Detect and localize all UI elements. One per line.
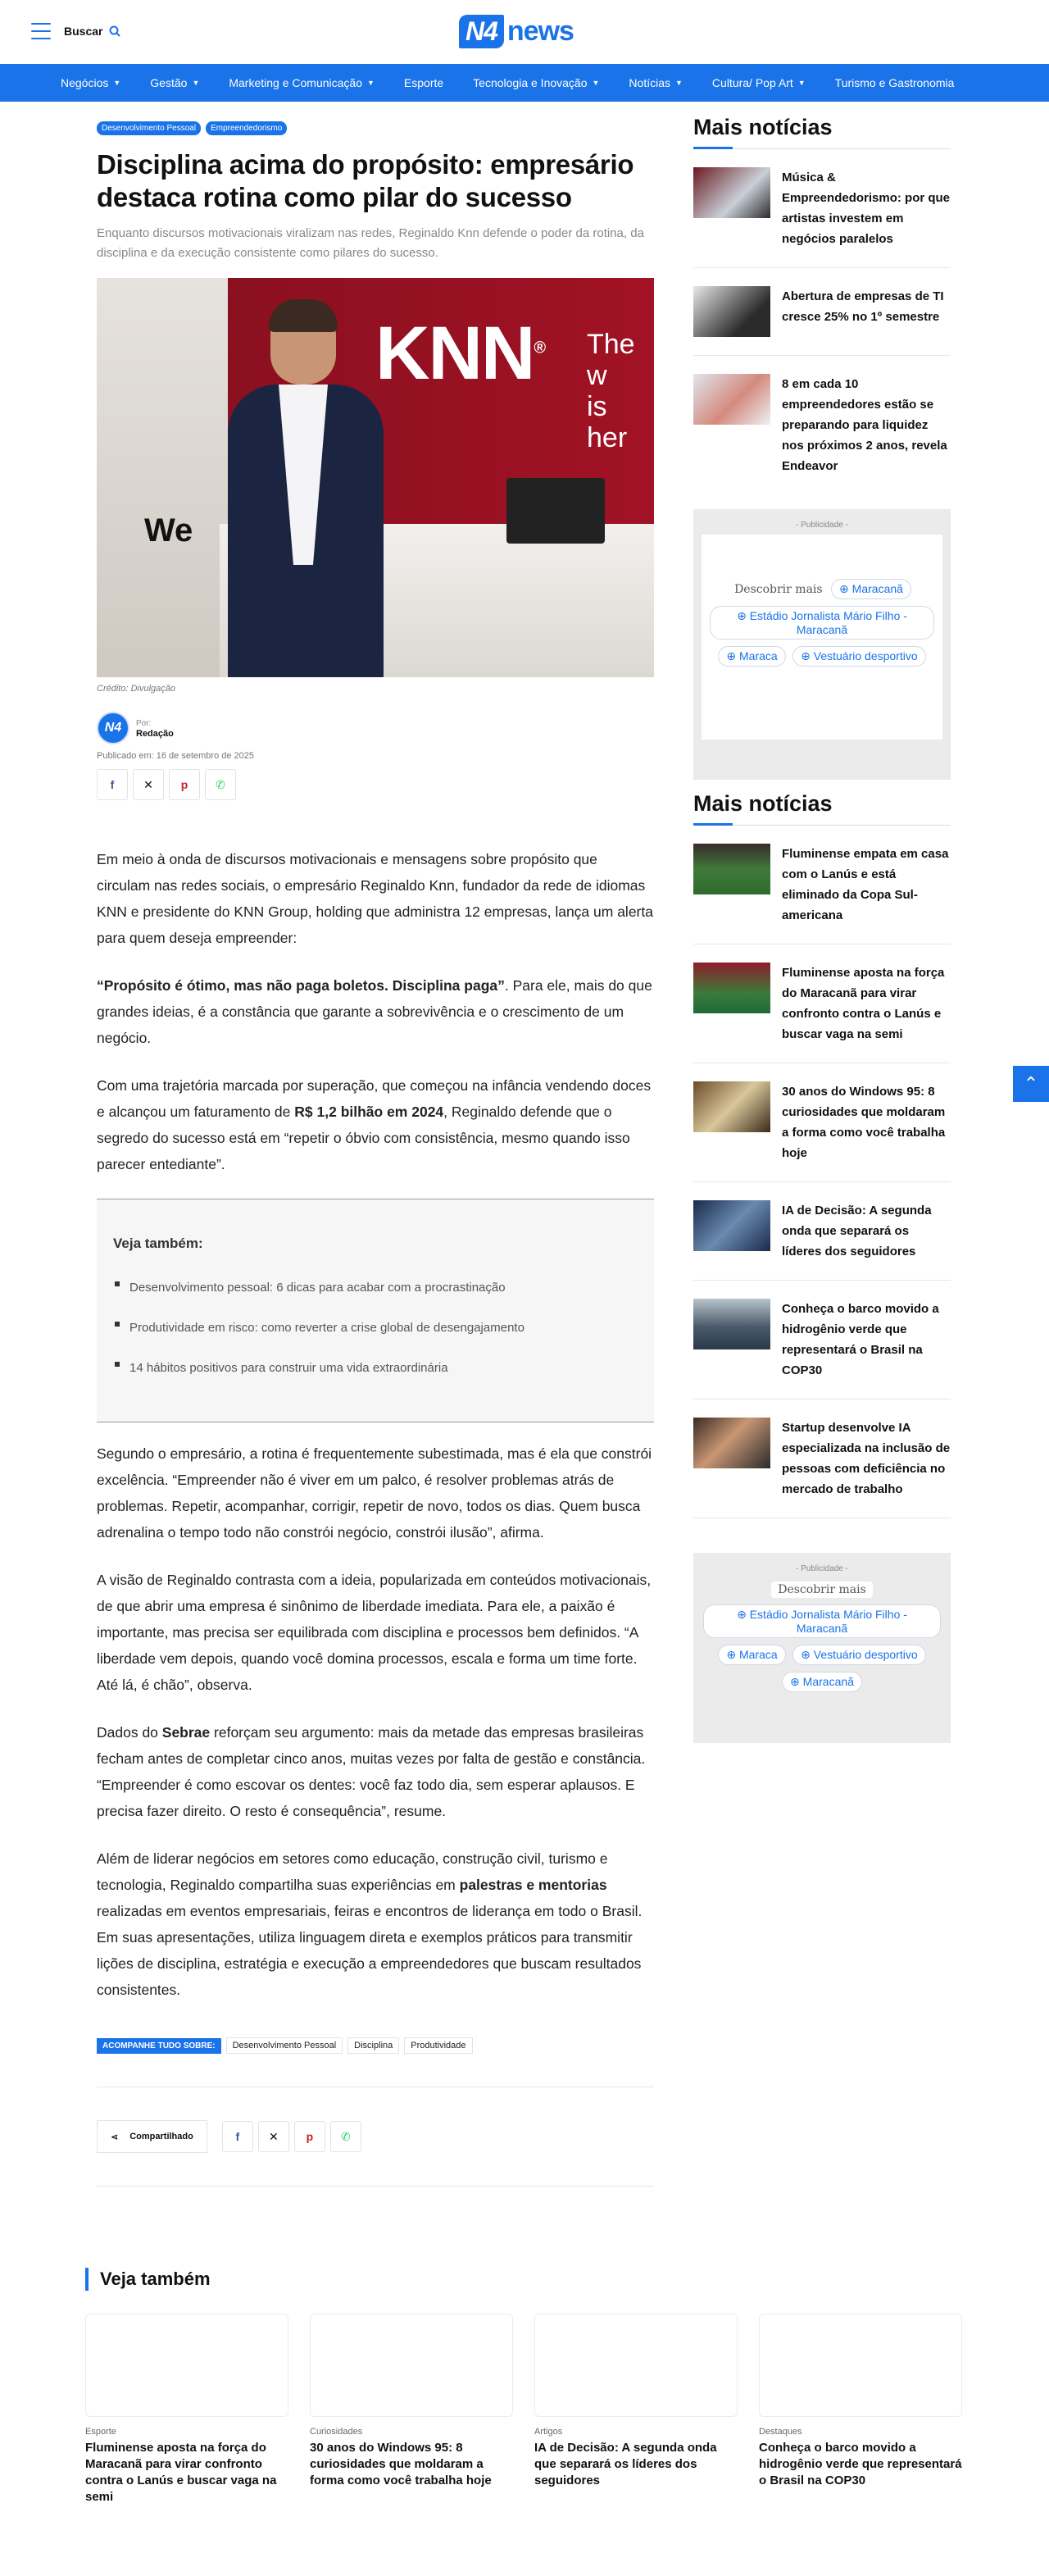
- ad-label: - Publicidade -: [796, 521, 848, 530]
- paragraph-6: Dados do Sebrae reforçam seu argumento: mais da metade das empresas brasileiras fecham antes de completar cinco anos, muitas vezes por falta de gestão e constância. “Empreender é como escovar os dentes: você faz todo dia, sem esperar aplausos. E precisa fazer direito. O resto é consequência”, resume.: [97, 1724, 646, 1819]
- paragraph-4: Segundo o empresário, a rotina é frequentemente subestimada, mas é ela que constrói excelência. “Empreender não é viver em um palco, é resolver problemas atrás de problemas. Repetir, acompanhar, corrigir, repetir de novo, todos os dias. Quem busca adrenalina o tempo todo não constrói negócio, constrói ilusão”, afirma.: [97, 1445, 652, 1541]
- related-title: Veja também: [85, 2268, 964, 2291]
- pinterest-icon: p: [180, 778, 188, 791]
- share-facebook-button[interactable]: [222, 2121, 253, 2152]
- share-whatsapp-button[interactable]: [330, 2121, 361, 2152]
- sidebar: [693, 115, 951, 1743]
- share-x-button[interactable]: [258, 2121, 289, 2152]
- follow-tag[interactable]: Produtividade: [404, 2037, 472, 2054]
- search-button[interactable]: [64, 25, 120, 38]
- whatsapp-icon: ✆: [340, 2129, 351, 2143]
- author-box: [97, 712, 654, 744]
- sidebar-news-item[interactable]: Abertura de empresas de TI cresce 25% no 1º semestre: [693, 268, 951, 356]
- related-headline: 30 anos do Windows 95: 8 curiosidades que moldaram a forma como você trabalha hoje: [310, 2441, 492, 2487]
- hero-knn-sign: KNN®: [375, 312, 545, 395]
- related-thumbnail: [310, 2314, 513, 2417]
- chevron-down-icon: ▼: [113, 79, 121, 87]
- related-headline: Conheça o barco movido a hidrogênio verde que representará o Brasil na COP30: [759, 2441, 962, 2487]
- related-card[interactable]: [759, 2314, 962, 2505]
- news-thumbnail: [693, 1081, 770, 1132]
- related-headline: IA de Decisão: A segunda onda que separará os líderes dos seguidores: [534, 2441, 717, 2487]
- follow-label: ACOMPANHE TUDO SOBRE:: [97, 2038, 221, 2054]
- news-thumbnail: [693, 844, 770, 894]
- article-body: [97, 846, 654, 2003]
- ad-content: [702, 535, 942, 740]
- follow-tags: [97, 2037, 654, 2054]
- nav-item-negocios[interactable]: Negócios ▼: [61, 76, 121, 89]
- hero-monitor: [506, 478, 605, 544]
- news-thumbnail: [693, 167, 770, 218]
- chevron-down-icon: ▼: [367, 79, 375, 87]
- share-x-button[interactable]: [133, 769, 164, 800]
- hero-wall: [97, 278, 228, 677]
- author-avatar[interactable]: N4: [97, 712, 129, 744]
- ad-discover[interactable]: Descobrir mais: [771, 1582, 873, 1598]
- sidebar-news-item[interactable]: Startup desenvolve IA especializada na inclusão de pessoas com deficiência no mercado de trabalho: [693, 1400, 951, 1518]
- paragraph-3: Com uma trajetória marcada por superação, que começou na infância vendendo doces e alcançou um faturamento de R$ 1,2 bilhão em 2024, Reginaldo defende que o segredo do sucesso está em “repetir o óbvio com consistência, mesmo quando isso parecer entediante”.: [97, 1077, 652, 1172]
- ad-search-pill[interactable]: ⊕ Maraca: [718, 646, 785, 667]
- see-also-link[interactable]: Produtividade em risco: como reverter a crise global de desengajamento: [113, 1315, 638, 1341]
- hero-person-hair: [269, 299, 338, 332]
- news-thumbnail: [693, 286, 770, 337]
- follow-tag[interactable]: Desenvolvimento Pessoal: [226, 2037, 343, 2054]
- paragraph-2: “Propósito é ótimo, mas não paga boletos. Disciplina paga”. Para ele, mais do que grandes ideias, é a constância que garante a sobrevivência e o crescimento de um negócio.: [97, 977, 652, 1046]
- search-icon: [109, 25, 120, 37]
- related-thumbnail: [534, 2314, 738, 2417]
- ad-search-pill[interactable]: ⊕ Vestuário desportivo: [792, 1645, 925, 1665]
- share-whatsapp-button[interactable]: [205, 769, 236, 800]
- news-thumbnail: [693, 1418, 770, 1468]
- share-icon: ⋖: [111, 2132, 119, 2142]
- sidebar-title: Mais notícias: [693, 791, 951, 826]
- tag-desenvolvimento-pessoal[interactable]: Desenvolvimento Pessoal: [97, 121, 201, 135]
- menu-icon[interactable]: [31, 23, 51, 39]
- ad-search-pill[interactable]: ⊕ Maracanã: [782, 1672, 862, 1692]
- whatsapp-icon: ✆: [216, 777, 225, 791]
- paragraph-5: A visão de Reginaldo contrasta com a ideia, popularizada em conteúdos motivacionais, de que abrir uma empresa é sinônimo de liberdade imediata. Para ele, a paixão é importante, mas precisa ser equilibrada com disciplina e processos bem definidos. “A liberdade vem depois, quando você domina processos, escala e forma um time forte. Até lá, é chão”, observa.: [97, 1572, 652, 1693]
- related-grid: [85, 2314, 964, 2505]
- ad-discover[interactable]: Descobrir mais: [734, 583, 823, 596]
- related-category: Curiosidades: [310, 2427, 363, 2437]
- hero-slogan: The w is her: [587, 329, 635, 453]
- news-thumbnail: [693, 1200, 770, 1251]
- ad-label: - Publicidade -: [796, 1564, 848, 1573]
- sidebar-news-item[interactable]: 30 anos do Windows 95: 8 curiosidades que moldaram a forma como você trabalha hoje: [693, 1063, 951, 1182]
- ad-search-pill[interactable]: ⊕ Vestuário desportivo: [792, 646, 925, 667]
- related-thumbnail: [85, 2314, 288, 2417]
- sidebar-news-item[interactable]: Conheça o barco movido a hidrogênio verde que representará o Brasil na COP30: [693, 1281, 951, 1400]
- sidebar-news-item[interactable]: IA de Decisão: A segunda onda que separará os líderes dos seguidores: [693, 1182, 951, 1281]
- nav-item-cultura[interactable]: Cultura/ Pop Art ▼: [711, 76, 806, 89]
- related-category: Destaques: [759, 2427, 802, 2437]
- chevron-down-icon: ▼: [192, 79, 200, 87]
- image-credit: Crédito: Divulgação: [97, 684, 175, 694]
- sidebar-news-item[interactable]: Música & Empreendedorismo: por que artistas investem em negócios paralelos: [693, 149, 951, 268]
- author-by-label: Por:: [136, 718, 152, 728]
- nav-item-tecnologia[interactable]: Tecnologia e Inovação ▼: [473, 76, 600, 89]
- article-tags: [97, 121, 654, 135]
- ad-block: [693, 509, 951, 780]
- related-thumbnail: [759, 2314, 962, 2417]
- related-category: Esporte: [85, 2427, 116, 2437]
- see-also-title: Veja também:: [113, 1236, 203, 1251]
- divider: [97, 2186, 654, 2187]
- logo-badge: N4: [459, 15, 504, 48]
- hero-image: [97, 278, 654, 677]
- x-icon: ✕: [268, 2129, 279, 2143]
- ad-search-pill[interactable]: ⊕ Estádio Jornalista Mário Filho - Maracanã: [703, 1604, 941, 1638]
- nav-item-noticias[interactable]: Notícias ▼: [629, 76, 683, 89]
- related-card[interactable]: [85, 2314, 288, 2505]
- news-thumbnail: [693, 963, 770, 1013]
- nav-item-gestao[interactable]: Gestão ▼: [150, 76, 200, 89]
- chevron-up-icon: ⌃: [1023, 1073, 1039, 1094]
- see-also-link[interactable]: 14 hábitos positivos para construir uma vida extraordinária: [113, 1355, 638, 1381]
- x-icon: ✕: [143, 777, 153, 791]
- main-nav: [0, 64, 1049, 102]
- article-subtitle: Enquanto discursos motivacionais viralizam nas redes, Reginaldo Knn defende o poder da rotina, da disciplina e da execução consistente como pilares do sucesso.: [97, 226, 644, 260]
- scroll-to-top-button[interactable]: [1013, 1066, 1049, 1102]
- author-name[interactable]: Redação: [136, 728, 174, 739]
- share-buttons-bottom: [97, 2120, 654, 2153]
- facebook-icon: f: [110, 778, 115, 791]
- sidebar-title: Mais notícias: [693, 115, 951, 149]
- paragraph-7: Além de liderar negócios em setores como educação, construção civil, turismo e tecnologia, Reginaldo compartilha suas experiências em palestras e mentorias realizadas em eventos empresariais, feiras e encontros de liderança em todo o Brasil. Em suas apresentações, utiliza linguagem direta e exemplos práticos para transmitir lições de disciplina, estratégia e execução a empreendedores que buscam resultados consistentes.: [97, 1850, 643, 1998]
- article-title: Disciplina acima do propósito: empresário destaca rotina como pilar do sucesso: [97, 149, 634, 212]
- chevron-down-icon: ▼: [675, 79, 683, 87]
- share-pinterest-button[interactable]: [294, 2121, 325, 2152]
- chevron-down-icon: ▼: [592, 79, 600, 87]
- site-header: [0, 0, 1049, 64]
- paragraph-1: Em meio à onda de discursos motivacionais e mensagens sobre propósito que circulam nas redes sociais, o empresário Reginaldo Knn, fundador da rede de idiomas KNN e presidente do KNN Group, holding que administra 12 empresas, lança um alerta para quem deseja empreender:: [97, 851, 653, 946]
- news-thumbnail: [693, 374, 770, 425]
- hero-person: [220, 303, 400, 677]
- ad-search-pill[interactable]: ⊕ Maraca: [718, 1645, 785, 1665]
- nav-item-marketing[interactable]: Marketing e Comunicação ▼: [229, 76, 375, 89]
- share-facebook-button[interactable]: [97, 769, 128, 800]
- related-card[interactable]: [534, 2314, 738, 2505]
- sidebar-news-item[interactable]: Fluminense empata em casa com o Lanús e está eliminado da Copa Sul-americana: [693, 826, 951, 944]
- share-label-box: ⋖ Compartilhado: [97, 2120, 207, 2153]
- pinterest-icon: p: [306, 2130, 314, 2143]
- ad-block: [693, 1553, 951, 1743]
- see-also-link[interactable]: Desenvolvimento pessoal: 6 dicas para acabar com a procrastinação: [113, 1275, 638, 1301]
- share-buttons-top: [97, 769, 654, 800]
- article: [97, 121, 654, 2187]
- site-logo[interactable]: [459, 11, 574, 51]
- sidebar-news-item[interactable]: Fluminense aposta na força do Maracanã para virar confronto contra o Lanús e buscar vaga na semi: [693, 944, 951, 1063]
- hero-desk-text: We: [144, 512, 193, 548]
- related-card[interactable]: [310, 2314, 513, 2505]
- nav-item-turismo[interactable]: Turismo e Gastronomia: [834, 76, 955, 89]
- ad-search-pill[interactable]: ⊕ Estádio Jornalista Mário Filho - Maracanã: [710, 606, 934, 639]
- chevron-down-icon: ▼: [797, 79, 806, 87]
- news-thumbnail: [693, 1299, 770, 1349]
- ad-search-pill[interactable]: ⊕ Maracanã: [831, 579, 911, 599]
- related-category: Artigos: [534, 2427, 563, 2437]
- publish-date: Publicado em: 16 de setembro de 2025: [97, 751, 255, 761]
- search-label: Buscar: [64, 25, 103, 38]
- see-also-box: [97, 1199, 654, 1422]
- share-pinterest-button[interactable]: [169, 769, 200, 800]
- facebook-icon: f: [235, 2130, 240, 2143]
- related-section: [85, 2268, 964, 2505]
- logo-text: news: [506, 15, 574, 47]
- follow-tag[interactable]: Disciplina: [347, 2037, 399, 2054]
- related-headline: Fluminense aposta na força do Maracanã para virar confronto contra o Lanús e buscar vaga na semi: [85, 2441, 277, 2504]
- nav-item-esporte[interactable]: Esporte: [403, 76, 444, 89]
- tag-empreendedorismo[interactable]: Empreendedorismo: [206, 121, 287, 135]
- sidebar-news-item[interactable]: 8 em cada 10 empreendedores estão se preparando para liquidez nos próximos 2 anos, revela Endeavor: [693, 356, 951, 494]
